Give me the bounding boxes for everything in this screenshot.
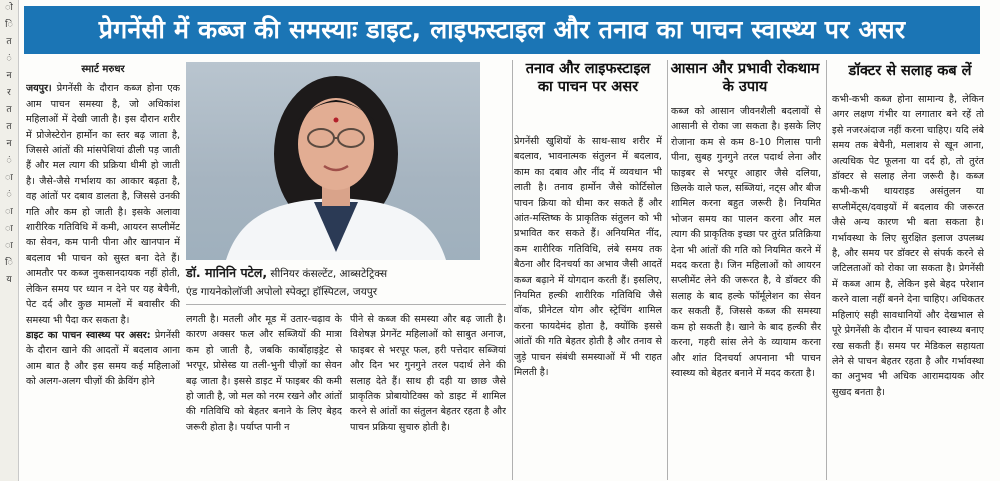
article-column-1 — [26, 62, 180, 480]
article-column-2 — [186, 312, 342, 480]
dateline: जयपुर। — [26, 83, 52, 95]
box3-body — [832, 92, 984, 480]
edge-char: ो — [5, 3, 13, 13]
edge-char: न — [6, 139, 12, 149]
col3-text: पीने से कब्ज की समस्या और बढ़ जाती है। विशेषज्ञ प्रेगनेंट महिलाओं को साबुत अनाज, फाइबर से भरपूर फल, हरी पत्तेदार सब्जियां और दिन भर गुनगुने तरल पदार्थ लेने की सलाह देते हैं। साथ ही दही या छाछ जैसे प्राकृतिक प्रोबायोटिक्स को डाइट में शामिल करने से आंतों का संतुलन बेहतर रहता है और पाचन प्रक्रिया सुचारु होती है। — [350, 314, 506, 433]
column-divider — [826, 60, 827, 480]
article-column-3 — [350, 312, 506, 480]
edge-char: ं — [6, 54, 12, 64]
sub-heading: डाइट का पाचन स्वास्थ्य पर असर: — [26, 329, 151, 341]
edge-char: य — [6, 275, 12, 285]
edge-char: त — [6, 37, 12, 47]
edge-char: त — [6, 105, 12, 115]
edge-char: र — [7, 88, 11, 98]
sub-paragraph — [26, 328, 180, 390]
box2-text: कब्ज को आसान जीवनशैली बदलावों से आसानी से रोका जा सकता है। इसके लिए रोजाना कम से कम 8-10 गिलास पानी पीना, सुबह गुनगुने तरल पदार्थ लेना और फाइबर से भरपूर आहार जैसे दलिया, छिलके वाले फल, सब्जियां, नट्स और बीज शामिल करना बहुत जरूरी है। नियमित भोजन समय का पालन करना और मल त्याग की प्राकृतिक इच्छा पर तुरंत प्रतिक्रिया देना भी आंतों की गति को नियमित करने में मदद करता है। जिन महिलाओं को आयरन सप्लीमेंट लेने की जरूरत है, वे डॉक्टर की सलाह के बाद हल्के फॉर्मूलेशन का सेवन कर सकती हैं, जिससे कब्ज की समस्या कम हो सकती है। खाने के बाद हल्की सैर करना, गहरी सांस लेने के व्यायाम करना और शांत दिनचर्या अपनाना भी पाचन स्वास्थ्य को बेहतर बनाने में मदद करता है। — [671, 106, 821, 379]
adjacent-column-edge — [0, 0, 19, 481]
edge-char: ा — [5, 224, 13, 234]
doctor-name: डॉ. मानिनि पटेल, — [186, 265, 268, 280]
box1-title: तनाव और लाइफस्टाइल का पाचन पर असर — [525, 61, 651, 95]
edge-char: ं — [6, 156, 12, 166]
column-divider — [667, 60, 668, 480]
box3-title: डॉक्टर से सलाह कब लें — [848, 63, 972, 79]
caption-line-1 — [186, 264, 506, 283]
headline-banner: प्रेगनेंसी में कब्ज की समस्याः डाइट, लाइफस्टाइल और तनाव का पाचन स्वास्थ्य पर असर — [24, 6, 980, 54]
edge-char: ा — [5, 207, 13, 217]
col2-text: लगती है। मतली और मूड में उतार-चढ़ाव के कारण अक्सर फल और सब्जियों की मात्रा कम हो जाती है, जबकि कार्बोहाइड्रेट से भरपूर, प्रोसेस्ड या तली-भुनी चीज़ों का सेवन बढ़ जाता है। इससे डाइट में फाइबर की कमी हो जाती है, जो मल को नरम रखने और आंतों की गतिविधि को बेहतर बनाने के लिए बेहद जरूरी होता है। पर्याप्त पानी न — [186, 314, 342, 433]
box1-body — [514, 134, 662, 480]
lead-paragraph — [26, 81, 180, 328]
doctor-role: सीनियर कंसल्टेंट, आब्सटेट्रिक्स — [267, 268, 388, 280]
caption-line-2: एंड गायनेकोलॉजी अपोलो स्पेक्ट्रा हॉस्पिटल, जयपुर — [186, 286, 378, 298]
edge-char: ि — [5, 258, 13, 268]
box2-body — [671, 104, 821, 480]
edge-char: ा — [5, 241, 13, 251]
doctor-portrait-icon — [186, 62, 480, 260]
edge-char: ि — [5, 20, 13, 30]
edge-char: न — [6, 71, 12, 81]
edge-char: त — [6, 122, 12, 132]
reporter-byline: स्मार्ट मरुधर — [81, 64, 125, 75]
edge-char: ा — [5, 173, 13, 183]
caption-divider — [186, 304, 506, 305]
sub-text: प्रेगनेंसी के दौरान खाने की आदतों में बदलाव आना आम बात है और इस समय कई महिलाओं को अलग-अलग चीज़ों की क्रेविंग होने — [26, 329, 180, 388]
doctor-photo — [186, 62, 480, 260]
photo-caption — [186, 264, 506, 301]
box2-title: आसान और प्रभावी रोकथाम के उपाय — [670, 61, 820, 95]
column-divider — [512, 60, 513, 480]
lead-text: प्रेगनेंसी के दौरान कब्ज होना एक आम पाचन समस्या है, जो अधिकांश महिलाओं में देखी जाती है। इस दौरान शरीर में प्रोजेस्टेरोन हार्मोन का स्तर बढ़ जाता है, जिससे आंतों की मांसपेशियां ढीली पड़ जाती हैं और मल त्याग की प्रक्रिया धीमी हो जाती है। जैसे-जैसे गर्भाशय का आकार बढ़ता है, वह आंतों पर दबाव डालता है, जिससे उनकी गति और कम हो जाती है। इसके अलावा शारीरिक गतिविधि में कमी, आयरन सप्लीमेंट का सेवन, कम पानी पीना और खानपान में बदलाव भी पाचन को सुस्त बना देते हैं। आमतौर पर कब्ज नुकसानदायक नहीं होती, लेकिन समय पर ध्यान न देने पर यह बेचैनी, पेट दर्द और कुछ मामलों में बवासीर की समस्या भी पैदा कर सकता है। — [26, 83, 180, 326]
box3-text: कभी-कभी कब्ज होना सामान्य है, लेकिन अगर लक्षण गंभीर या लगातार बने रहें तो इसे नजरअंदाज नहीं करना चाहिए। यदि लंबे समय तक बेचैनी, मलाशय से खून आना, अत्यधिक पेट फूलना या दर्द हो, तो तुरंत डॉक्टर से सलाह लेना जरूरी है। कब्ज कभी-कभी थायराइड असंतुलन या सप्लीमेंट्स/दवाइयों में बदलाव की जरूरत जैसे अन्य कारण भी बता सकता है। गर्भावस्था के लिए सुरक्षित इलाज उपलब्ध है, और समय पर डॉक्टर से संपर्क करने से जटिलताओं को रोका जा सकता है। प्रेगनेंसी में कब्ज आम है, लेकिन इसे बेहद परेशान करने वाला नहीं बनने देना चाहिए। अधिकतर महिलाएं सही सावधानियों और देखभाल से पूरे प्रेगनेंसी के दौरान में पाचन स्वास्थ्य बनाए रख सकती हैं। समय पर मेडिकल सहायता लेने से पाचन बेहतर रहता है और गर्भावस्था का अनुभव भी अधिक आरामदायक और सुखद बनता है। — [832, 94, 984, 398]
edge-char: ं — [6, 190, 12, 200]
box1-text: प्रेगनेंसी खुशियों के साथ-साथ शरीर में बदलाव, भावनात्मक संतुलन में बदलाव, काम का दबाव और नींद में व्यवधान भी लाती है। तनाव हार्मोन जैसे कोर्टिसोल पाचन क्रिया को धीमा कर सकते हैं और आंत-मस्तिष्क के प्राकृतिक संतुलन को भी प्रभावित कर सकते हैं। अनियमित नींद, कम शारीरिक गतिविधि, लंबे समय तक बैठना और दिनचर्या का अभाव जैसी आदतें कब्ज बढ़ाने में योगदान करती हैं। इसलिए, नियमित हल्की शारीरिक गतिविधि जैसे वॉक, प्रीनेटल योग और स्ट्रेचिंग शामिल करना फायदेमंद होता है, क्योंकि इससे आंतों की गति बेहतर होती है और तनाव से जुड़े पाचन संबंधी समस्याओं में भी राहत मिलती है। — [514, 136, 662, 379]
